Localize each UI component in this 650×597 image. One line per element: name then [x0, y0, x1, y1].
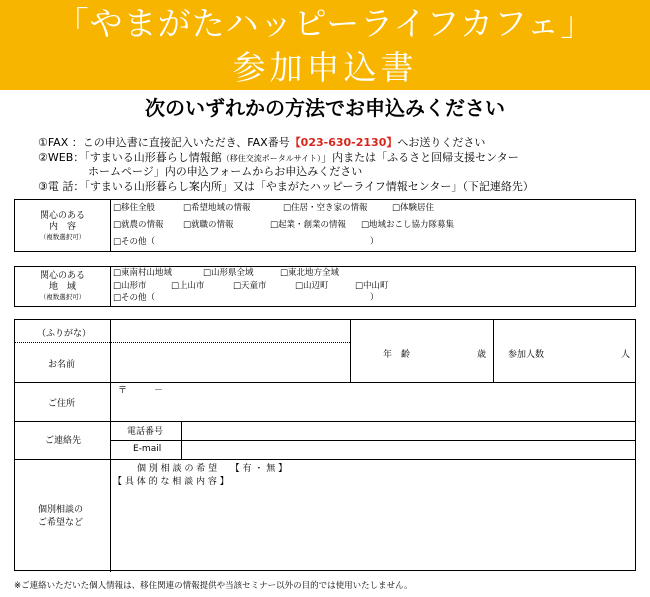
- furigana-label: （ふりがな）: [37, 329, 92, 339]
- email-input[interactable]: [182, 441, 635, 459]
- fax-suffix: へお送りください: [397, 136, 486, 149]
- checkbox-tohoku-region[interactable]: □東北地方全域: [280, 268, 340, 278]
- interest-label-line2: 内 容: [48, 222, 76, 232]
- area-label-note: （複数選択可）: [39, 293, 86, 301]
- participants-label: 参加人数: [508, 350, 545, 360]
- phone-label: 電話番号: [127, 427, 164, 437]
- area-label-line2: 地 域: [48, 282, 76, 292]
- web-portal-note: （移住交流ポータルサイト）: [221, 154, 322, 163]
- checkbox-yamagata-pref[interactable]: □山形県全域: [203, 268, 254, 278]
- postal-mark: 〒 －: [118, 386, 164, 396]
- email-label: E-mail: [133, 444, 162, 454]
- checkbox-yamagata-city[interactable]: □山形市: [113, 281, 147, 291]
- instructions-heading: 次のいずれかの方法でお申込みください: [145, 96, 505, 120]
- area-other-close-paren: ）: [370, 293, 379, 303]
- checkbox-yamanobe[interactable]: □山辺町: [295, 281, 329, 291]
- participants-unit: 人: [621, 350, 631, 360]
- consult-label-line1: 個別相談の: [38, 505, 84, 515]
- checkbox-area-info[interactable]: □希望地域の情報: [183, 203, 251, 213]
- checkbox-employment-info[interactable]: □就職の情報: [183, 220, 234, 230]
- consult-label-line2: ご希望など: [38, 518, 84, 528]
- checkbox-farming-info[interactable]: □就農の情報: [113, 220, 164, 230]
- method-phone: ③電 話：「すまいる山形暮らし案内所」又は「やまがたハッピーライフ情報センター」（下記連絡先）: [38, 180, 534, 193]
- title-banner: [0, 0, 650, 90]
- area-label-line1: 関心のある: [39, 271, 85, 281]
- age-label: 年 齢: [383, 350, 411, 360]
- checkbox-regional-cooperation[interactable]: □地域おこし協力隊募集: [361, 220, 455, 230]
- other-close-paren: ）: [370, 237, 379, 247]
- method-fax: [38, 136, 485, 150]
- privacy-note: ※ご連絡いただいた個人情報は、移住関連の情報提供や当該セミナー以外の目的では使用いたしません。: [14, 581, 413, 591]
- method-web: [38, 151, 519, 166]
- web-text: ②WEB：「すまいる山形暮らし情報館: [38, 151, 222, 164]
- interest-label-line1: 関心のある: [39, 211, 85, 221]
- age-unit: 歳: [477, 350, 487, 360]
- checkbox-startup-info[interactable]: □起業・創業の情報: [270, 220, 347, 230]
- web-text-b: 」内または「ふるさと回帰支援センター: [321, 151, 519, 164]
- consult-details-label: 【 具 体 的 な 相 談 内 容 】: [113, 477, 229, 487]
- address-input[interactable]: [111, 383, 635, 421]
- fax-text: ①FAX ：この申込書に直接記入いただき、FAX番号: [38, 136, 290, 149]
- address-label: ご住所: [48, 399, 76, 409]
- checkbox-relocation-general[interactable]: □移住全般: [113, 203, 156, 213]
- form-title-line1: 「やまがたハッピーライフカフェ」: [55, 4, 595, 43]
- checkbox-trial-living[interactable]: □体験居住: [392, 203, 435, 213]
- checkbox-nakayama[interactable]: □中山町: [355, 281, 389, 291]
- form-title-line2: 参加申込書: [232, 48, 418, 87]
- method-web-line2: ホームページ」内の申込フォームからお申込みください: [88, 165, 363, 178]
- contact-label: ご連絡先: [45, 436, 82, 446]
- name-label: お名前: [48, 360, 76, 370]
- checkbox-tendo[interactable]: □天童市: [233, 281, 267, 291]
- phone-input[interactable]: [182, 422, 635, 440]
- checkbox-area-other[interactable]: □その他（: [113, 293, 156, 303]
- interest-section: [14, 199, 636, 252]
- area-section: [14, 266, 636, 307]
- interest-label: [15, 211, 110, 242]
- checkbox-other[interactable]: □その他（: [113, 237, 156, 247]
- checkbox-kaminoyama[interactable]: □上山市: [171, 281, 205, 291]
- consult-details-input[interactable]: [111, 486, 635, 570]
- checkbox-housing-info[interactable]: □住居・空き家の情報: [283, 203, 368, 213]
- consult-wish[interactable]: 個 別 相 談 の 希 望 【 有 ・ 無 】: [137, 464, 288, 474]
- fax-number: 【023-630-2130】: [289, 136, 398, 149]
- area-label: [15, 271, 110, 302]
- interest-label-note: （複数選択可）: [39, 233, 86, 241]
- applicant-form: [14, 319, 636, 571]
- furigana-input[interactable]: [111, 320, 350, 342]
- name-input[interactable]: [111, 343, 350, 382]
- checkbox-tounan-murayama[interactable]: □東南村山地域: [113, 268, 173, 278]
